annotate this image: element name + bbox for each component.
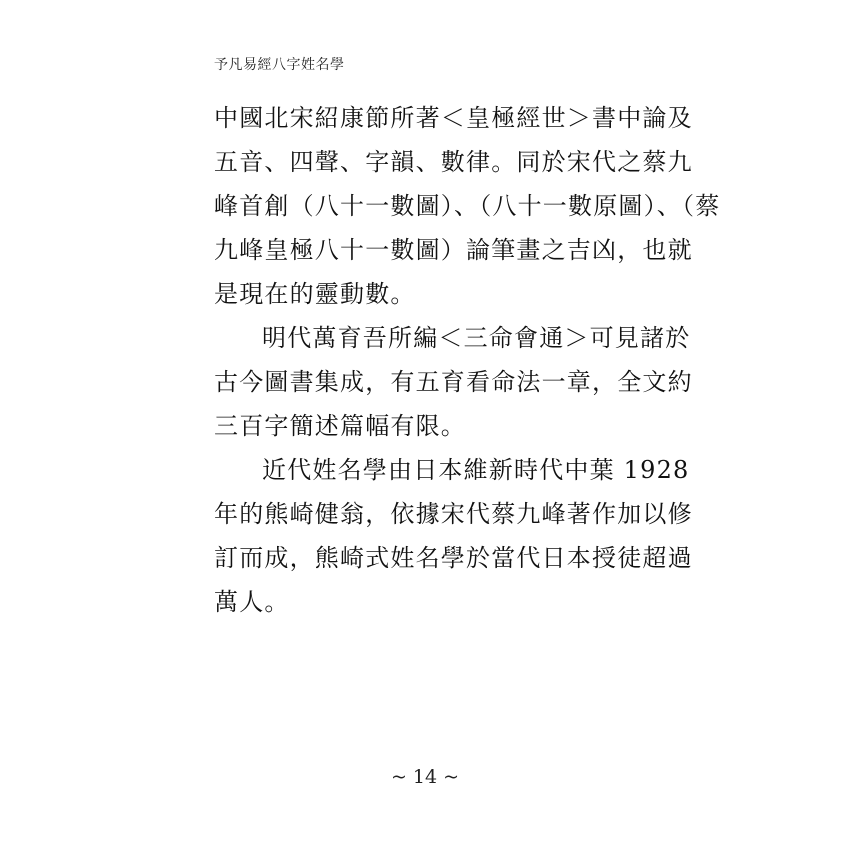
text-line: 古今圖書集成，有五育看命法一章，全文約 (214, 368, 693, 396)
paragraph-start-line: 明代萬育吾所編＜三命會通＞可見諸於 (262, 324, 691, 352)
text-line: 峰首創（八十一數圖）、（八十一數原圖）、（蔡 (214, 192, 721, 220)
text-line: 訂而成，熊崎式姓名學於當代日本授徒超過 (214, 544, 693, 572)
text-line: 是現在的靈動數。 (214, 280, 416, 308)
page-number: ~ 14 ~ (390, 766, 460, 788)
text-line: 九峰皇極八十一數圖）論筆畫之吉凶，也就 (214, 236, 693, 264)
text-line: 三百字簡述篇幅有限。 (214, 412, 466, 440)
text-line: 年的熊崎健翁，依據宋代蔡九峰著作加以修 (214, 500, 693, 528)
paragraph-start-line: 近代姓名學由日本維新時代中葉 1928 (262, 456, 690, 484)
body-text (214, 96, 721, 624)
running-header: 予凡易經八字姓名學 (214, 57, 345, 73)
text-line: 中國北宋紹康節所著＜皇極經世＞書中論及 (214, 104, 693, 132)
text-line: 萬人。 (214, 588, 290, 616)
text-line: 五音、四聲、字韻、數律。同於宋代之蔡九 (214, 148, 693, 176)
